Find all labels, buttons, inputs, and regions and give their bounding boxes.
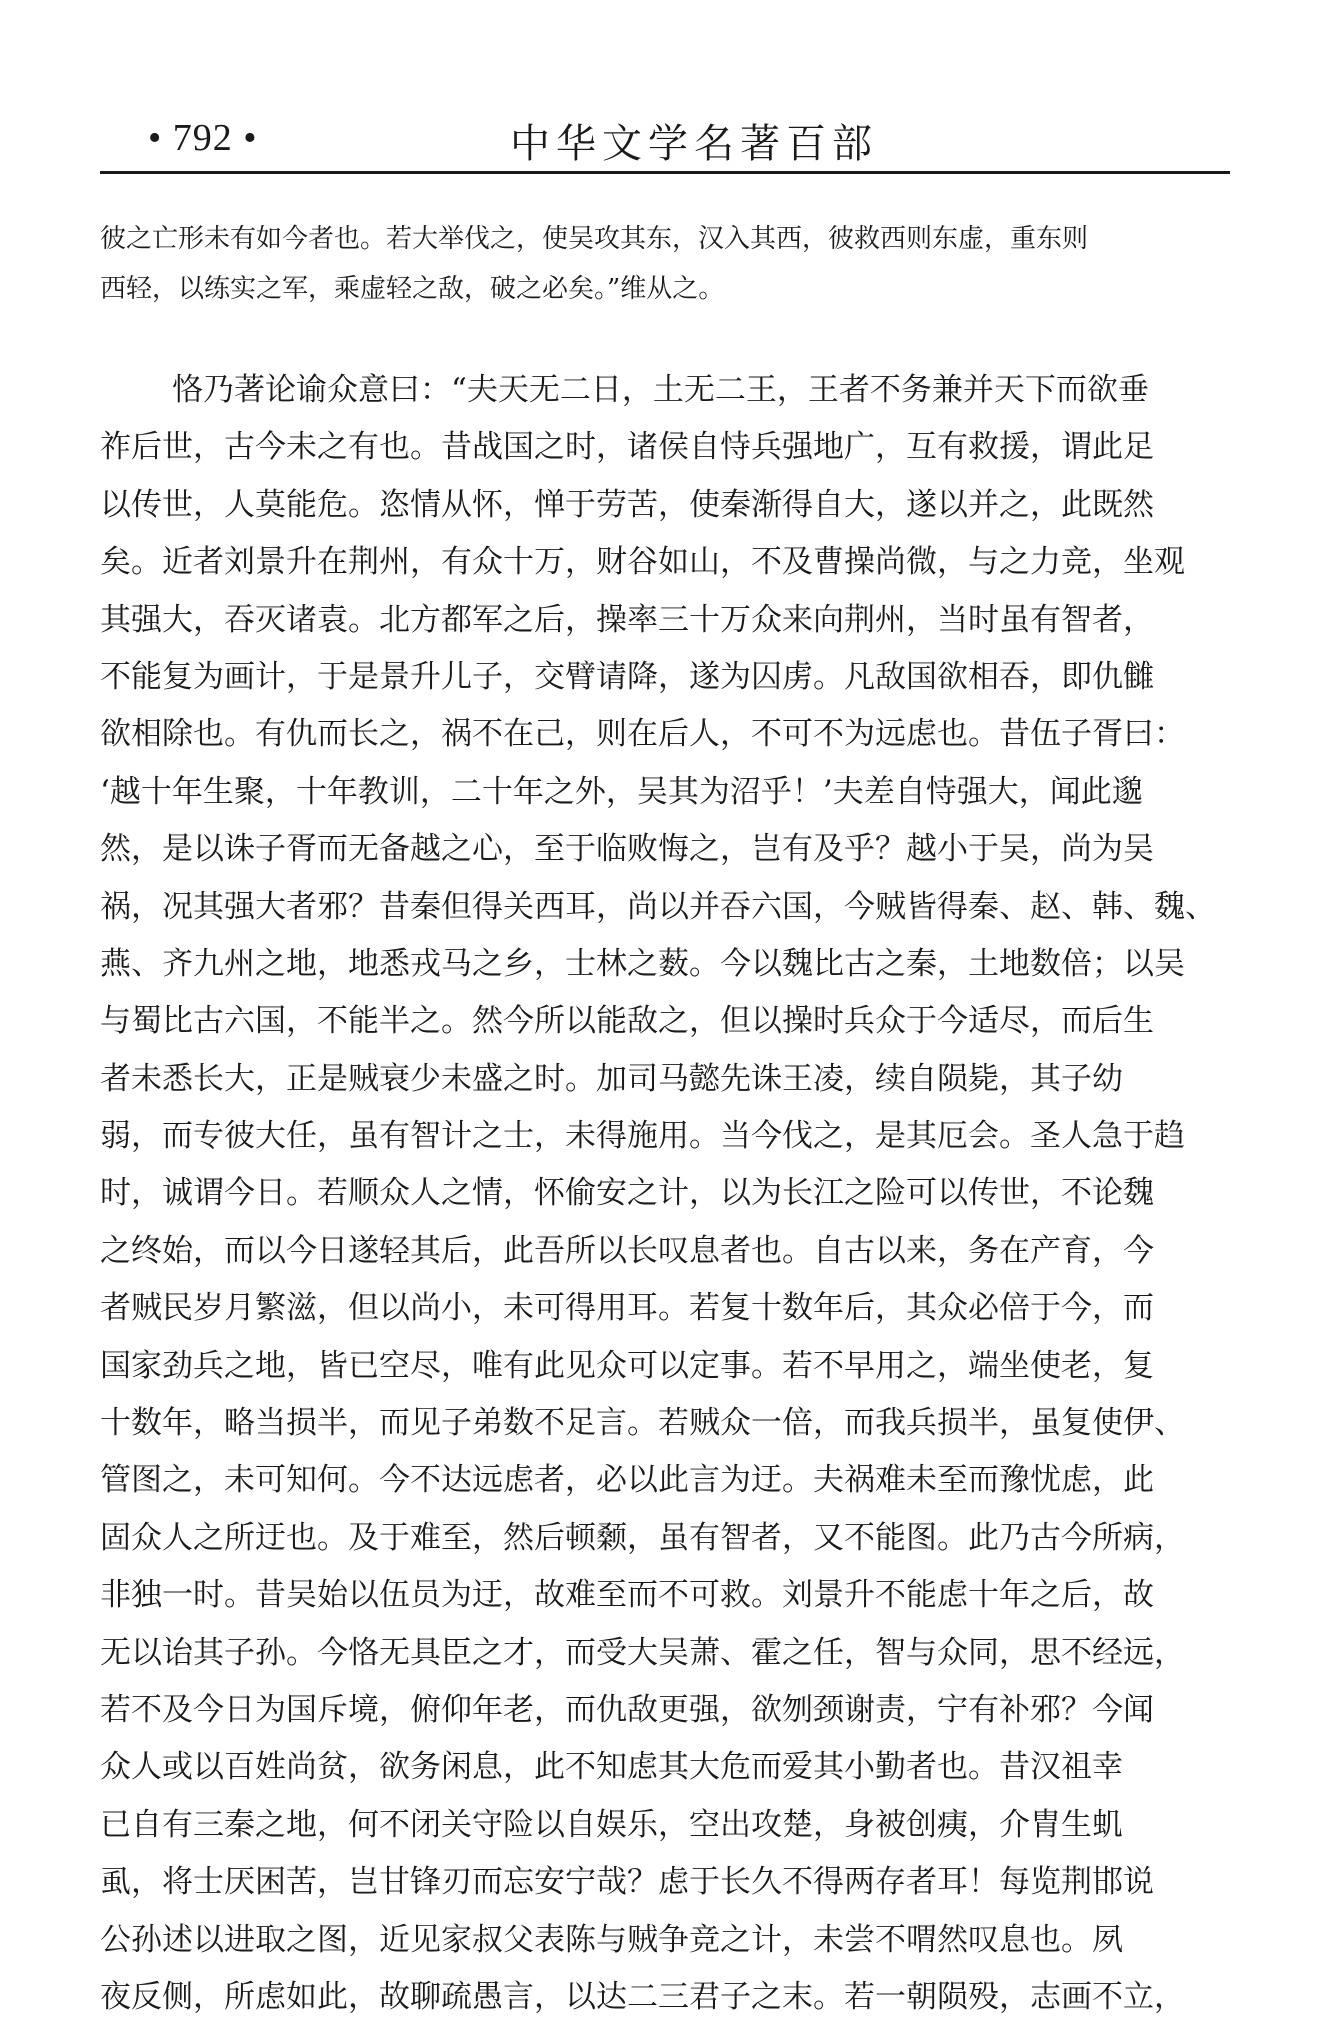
text-line: 不能复为画计，于是景升儿子，交臂请降，遂为囚虏。凡敌国欲相吞，即仇雠 — [100, 658, 1154, 695]
header-rule — [100, 171, 1230, 174]
text-line: 欲相除也。有仇而长之，祸不在己，则在后人，不可不为远虑也。昔伍子胥曰： — [100, 716, 1185, 753]
text-line: 其强大，吞灭诸袁。北方都军之后，操率三十万众来向荆州，当时虽有智者， — [100, 601, 1154, 638]
text-line: 时，诚谓今日。若顺众人之情，怀偷安之计，以为长江之险可以传世，不论魏 — [100, 1175, 1154, 1212]
text-line: 固众人之所迂也。及于难至，然后顿颡，虽有智者，又不能图。此乃古今所病， — [100, 1519, 1185, 1556]
text-line: 国家劲兵之地，皆已空尽，唯有此见众可以定事。若不早用之，端坐使老，复 — [100, 1347, 1154, 1384]
main-paragraph — [100, 362, 1230, 2026]
text-line: 西轻，以练实之军，乘虚轻之敌，破之必矣。”维从之。 — [100, 274, 725, 304]
text-line: 十数年，略当损半，而见子弟数不足言。若贼众一倍，而我兵损半，虽复使伊、 — [100, 1405, 1185, 1442]
continuation-paragraph — [100, 214, 1230, 314]
text-line: 已自有三秦之地，何不闭关守险以自娱乐，空出攻楚，身被创痍，介胄生虮 — [100, 1806, 1123, 1843]
text-line: 彼之亡形未有如今者也。若大举伐之，使吴攻其东，汉入其西，彼救西则东虚，重东则 — [100, 224, 1089, 254]
text-line: 夜反侧，所虑如此，故聊疏愚言，以达二三君子之末。若一朝陨殁，志画不立， — [100, 1978, 1185, 2015]
text-line: 若不及今日为国斥境，俯仰年老，而仇敌更强，欲刎颈谢责，宁有补邪？今闻 — [100, 1691, 1154, 1728]
text-line: 非独一时。昔吴始以伍员为迂，故难至而不可救。刘景升不能虑十年之后，故 — [100, 1577, 1154, 1614]
page-header — [100, 110, 1230, 170]
text-line: 然，是以诛子胥而无备越之心，至于临败悔之，岂有及乎？越小于吴，尚为吴 — [100, 831, 1154, 868]
text-line: 弱，而专彼大任，虽有智计之士，未得施用。当今伐之，是其厄会。圣人急于趋 — [100, 1118, 1185, 1155]
text-line: 虱，将士厌困苦，岂甘锋刃而忘安宁哉？虑于长久不得两存者耳！每览荆邯说 — [100, 1864, 1154, 1901]
text-line: 以传世，人莫能危。恣情从怀，惮于劳苦，使秦渐得自大，遂以并之，此既然 — [100, 486, 1154, 523]
text-line: ‘越十年生聚，十年教训，二十年之外，吴其为沼乎！’夫差自恃强大，闻此邈 — [100, 773, 1143, 810]
text-line: 与蜀比古六国，不能半之。然今所以能敌之，但以操时兵众于今适尽，而后生 — [100, 1003, 1154, 1040]
text-line: 燕、齐九州之地，地悉戎马之乡，士林之薮。今以魏比古之秦，土地数倍；以吴 — [100, 945, 1185, 982]
text-line: 者未悉长大，正是贼衰少未盛之时。加司马懿先诛王凌，续自陨毙，其子幼 — [100, 1060, 1123, 1097]
book-title: 中华文学名著百部 — [510, 121, 878, 167]
text-line: 众人或以百姓尚贫，欲务闲息，此不知虑其大危而爱其小勤者也。昔汉祖幸 — [100, 1749, 1123, 1786]
text-line: 无以诒其子孙。今恪无具臣之才，而受大吴萧、霍之任，智与众同，思不经远， — [100, 1634, 1185, 1671]
page-number: • 792 • — [148, 117, 258, 159]
text-line: 管图之，未可知何。今不达远虑者，必以此言为迂。夫祸难未至而豫忧虑，此 — [100, 1462, 1154, 1499]
text-line: 恪乃著论谕众意曰：“夫天无二日，土无二王，王者不务兼并天下而欲垂 — [172, 372, 1149, 408]
text-line: 之终始，而以今日遂轻其后，此吾所以长叹息者也。自古以来，务在产育，今 — [100, 1232, 1154, 1269]
text-line: 祚后世，古今未之有也。昔战国之时，诸侯自恃兵强地广，互有救援，谓此足 — [100, 429, 1154, 466]
text-line: 者贼民岁月繁滋，但以尚小，未可得用耳。若复十数年后，其众必倍于今，而 — [100, 1290, 1154, 1327]
text-line: 公孙述以进取之图，近见家叔父表陈与贼争竞之计，未尝不喟然叹息也。夙 — [100, 1921, 1123, 1958]
text-line: 祸，况其强大者邪？昔秦但得关西耳，尚以并吞六国，今贼皆得秦、赵、韩、魏、 — [100, 888, 1216, 925]
text-line: 矣。近者刘景升在荆州，有众十万，财谷如山，不及曹操尚微，与之力竞，坐观 — [100, 544, 1185, 581]
